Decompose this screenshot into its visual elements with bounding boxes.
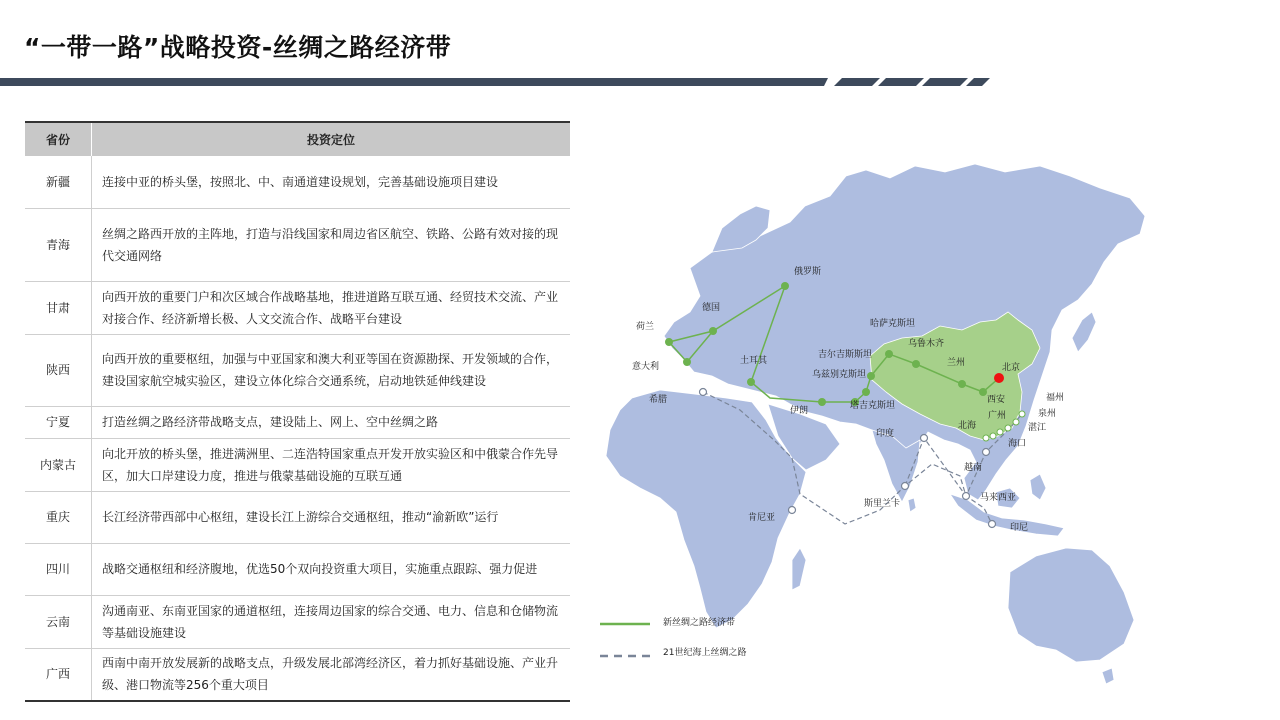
- table-header-row: [25, 122, 570, 156]
- label-haikou: 海口: [1008, 439, 1027, 449]
- legend-sea-route-label: 21世纪海上丝绸之路: [663, 648, 747, 658]
- province-cell: 宁夏: [25, 406, 92, 438]
- label-kazakhstan: 哈萨克斯坦: [870, 319, 916, 329]
- table-row: [25, 334, 570, 406]
- label-russia: 俄罗斯: [794, 267, 822, 277]
- label-beijing: 北京: [1002, 363, 1021, 373]
- positioning-cell: 向西开放的重要门户和次区域合作战略基地，推进道路互联互通、经贸技术交流、产业对接合作、经济新增长极、人文交流合作、战略平台建设: [92, 281, 571, 334]
- positioning-cell: 西南中南开放发展新的战略支点，升级发展北部湾经济区，着力抓好基础设施、产业升级、港口物流等256个重大项目: [92, 648, 571, 701]
- label-germany: 德国: [702, 303, 721, 313]
- label-lanzhou: 兰州: [947, 358, 966, 368]
- label-xian: 西安: [987, 395, 1006, 405]
- label-beihai: 北海: [958, 421, 977, 431]
- label-indonesia: 印尼: [1010, 523, 1029, 533]
- table-row: [25, 491, 570, 543]
- label-india: 印度: [876, 429, 895, 439]
- beijing-marker: [994, 373, 1004, 383]
- province-cell: 青海: [25, 208, 92, 281]
- label-malaysia: 马来西亚: [980, 493, 1017, 503]
- label-urumqi: 乌鲁木齐: [908, 339, 945, 349]
- continents-land: [606, 164, 1145, 684]
- silk-road-map: [590, 150, 1210, 690]
- positioning-cell: 连接中亚的桥头堡，按照北、中、南通道建设规划，完善基础设施项目建设: [92, 156, 571, 208]
- province-cell: 甘肃: [25, 281, 92, 334]
- positioning-cell: 打造丝绸之路经济带战略支点，建设陆上、网上、空中丝绸之路: [92, 406, 571, 438]
- page-title: “一带一路”战略投资-丝绸之路经济带: [24, 33, 452, 62]
- investment-table: [25, 121, 570, 702]
- table-row: [25, 208, 570, 281]
- table-row: [25, 438, 570, 491]
- province-cell: 云南: [25, 595, 92, 648]
- label-zhanjiang: 湛江: [1028, 423, 1047, 433]
- positioning-cell: 沟通南亚、东南亚国家的通道枢纽，连接周边国家的综合交通、电力、信息和仓储物流等基础设施建设: [92, 595, 571, 648]
- label-guangzhou: 广州: [988, 411, 1007, 421]
- label-fuzhou: 福州: [1046, 393, 1065, 403]
- legend-land-route-label: 新丝绸之路经济带: [663, 618, 736, 628]
- positioning-cell: 向北开放的桥头堡，推进满洲里、二连浩特国家重点开发开放实验区和中俄蒙合作先导区，加大口岸建设力度，推进与俄蒙基础设施的互联互通: [92, 438, 571, 491]
- table-row: [25, 156, 570, 208]
- label-quanzhou: 泉州: [1038, 409, 1057, 419]
- label-uzbekistan: 乌兹别克斯坦: [812, 370, 867, 380]
- header-province: 省份: [25, 122, 92, 156]
- table-row: [25, 543, 570, 595]
- label-iran: 伊朗: [790, 406, 809, 416]
- table-row: [25, 648, 570, 701]
- positioning-cell: 长江经济带西部中心枢纽，建设长江上游综合交通枢纽，推动“渝新欧”运行: [92, 491, 571, 543]
- table-row: [25, 281, 570, 334]
- table-row: [25, 595, 570, 648]
- label-italy: 意大利: [632, 362, 660, 372]
- table-row: [25, 406, 570, 438]
- province-cell: 陕西: [25, 334, 92, 406]
- province-cell: 广西: [25, 648, 92, 701]
- positioning-cell: 向西开放的重要枢纽，加强与中亚国家和澳大利亚等国在资源勘探、开发领域的合作，建设国家航空城实验区，建设立体化综合交通系统，启动地铁延伸线建设: [92, 334, 571, 406]
- province-cell: 新疆: [25, 156, 92, 208]
- label-tajikistan: 塔吉克斯坦: [850, 401, 896, 411]
- province-cell: 重庆: [25, 491, 92, 543]
- label-kyrgyzstan: 吉尔吉斯斯坦: [818, 350, 873, 360]
- label-turkey: 土耳其: [740, 356, 768, 366]
- label-srilanka: 斯里兰卡: [864, 499, 901, 509]
- label-kenya: 肯尼亚: [748, 513, 776, 523]
- province-cell: 四川: [25, 543, 92, 595]
- label-greece: 希腊: [649, 395, 668, 405]
- header-positioning: 投资定位: [92, 122, 571, 156]
- label-netherlands: 荷兰: [636, 322, 655, 332]
- positioning-cell: 丝绸之路西开放的主阵地，打造与沿线国家和周边省区航空、铁路、公路有效对接的现代交通网络: [92, 208, 571, 281]
- title-underline-bar: [0, 78, 1000, 86]
- province-cell: 内蒙古: [25, 438, 92, 491]
- positioning-cell: 战略交通枢纽和经济腹地，优选50个双向投资重大项目，实施重点跟踪、强力促进: [92, 543, 571, 595]
- label-vietnam: 越南: [964, 463, 983, 473]
